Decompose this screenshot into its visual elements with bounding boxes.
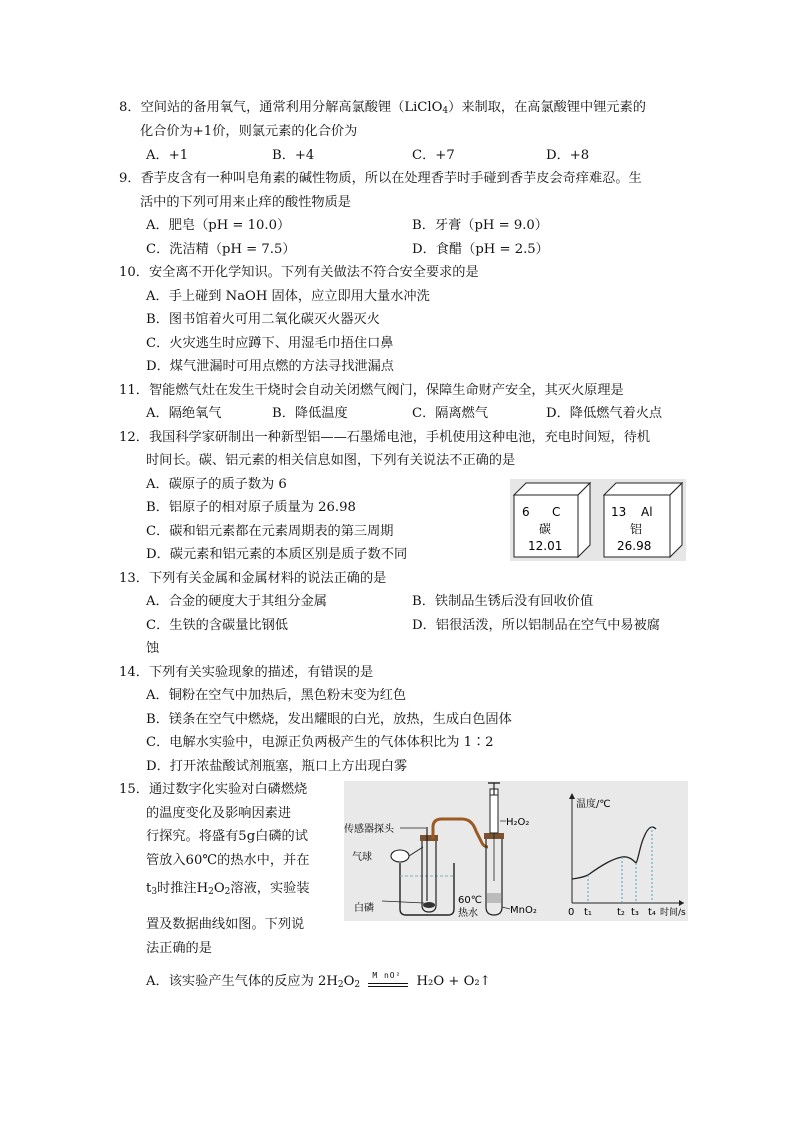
q8-line2: 化合价为+1价，则氯元素的化合价为 bbox=[140, 124, 358, 139]
carbon-name: 碳 bbox=[539, 522, 552, 536]
q11-line1: 11．智能燃气灶在发生干烧时会自动关闭燃气阀门，保障生命财产安全，其灭火原理是 bbox=[119, 383, 624, 398]
element-cards-figure bbox=[510, 479, 686, 561]
q15-option-a: A．该实验产生气体的反应为 $2H_2O_2$ M nO² H₂O + O₂↑ bbox=[146, 971, 491, 990]
q10-option-d: D．煤气泄漏时可用点燃的方法寻找泄漏点 bbox=[146, 359, 394, 374]
q14-line1: 14．下列有关实验现象的描述，有错误的是 bbox=[119, 665, 374, 680]
q15-line2: 的温度变化及影响因素进 bbox=[146, 806, 292, 821]
q8-line1: 8．空间站的备用氧气，通常利用分解高氯酸锂（LiClO$_4$）来制取，在高氯酸锂中锂元素的 bbox=[119, 100, 646, 116]
q15-line5: $t_3$时推注$H_2O_2$溶液，实验装 bbox=[146, 881, 310, 897]
label-mno2: MnO₂ bbox=[510, 905, 537, 916]
aluminum-name: 铝 bbox=[630, 522, 643, 536]
q8-option-b: B．+4 bbox=[272, 148, 315, 163]
label-water: 热水 bbox=[458, 908, 478, 919]
q9-option-c: C．洗洁精（pH = 7.5） bbox=[146, 242, 296, 257]
q9-option-a: A．肥皂（pH = 10.0） bbox=[146, 218, 291, 233]
q14-option-b: B．镁条在空气中燃烧，发出耀眼的白光，放热，生成白色固体 bbox=[146, 712, 512, 727]
q13-option-d-wrap: 蚀 bbox=[146, 641, 160, 656]
carbon-mass: 12.01 bbox=[528, 539, 563, 553]
q11-option-c: C．隔离燃气 bbox=[412, 406, 489, 421]
graph-xlabel: 时间/s bbox=[660, 908, 686, 918]
balloon bbox=[391, 850, 409, 862]
white-phosphorus bbox=[423, 902, 435, 908]
q12-option-c: C．碳和铝元素都在元素周期表的第三周期 bbox=[146, 524, 394, 539]
q13-option-b: B．铁制品生锈后没有回收价值 bbox=[412, 594, 594, 609]
q11-option-b: B．降低温度 bbox=[272, 406, 348, 421]
catalyst-arrow: M nO² bbox=[364, 973, 412, 991]
carbon-card bbox=[514, 483, 590, 557]
tick-t1: t₁ bbox=[584, 907, 592, 918]
label-balloon: 气球 bbox=[352, 852, 372, 863]
q15-line3: 行探究。将盛有5g白磷的试 bbox=[146, 829, 308, 844]
q15-line7: 法正确的是 bbox=[146, 941, 212, 956]
q15-line4: 管放入60℃的热水中，并在 bbox=[146, 853, 310, 868]
syringe bbox=[490, 789, 498, 833]
label-h2o2: H₂O₂ bbox=[506, 817, 530, 828]
q9-line1: 9．香芋皮含有一种叫皂角素的碱性物质，所以在处理香芋时手碰到香芋皮会奇痒难忍。生 bbox=[119, 171, 642, 186]
aluminum-symbol: Al bbox=[641, 505, 653, 519]
q14-option-a: A．铜粉在空气中加热后，黑色粉末变为红色 bbox=[146, 688, 407, 703]
q14-option-d: D．打开浓盐酸试剂瓶塞，瓶口上方出现白雾 bbox=[146, 759, 408, 774]
q9-line2: 活中的下列可用来止痒的酸性物质是 bbox=[140, 195, 351, 210]
tick-t3: t₃ bbox=[631, 907, 639, 918]
q12-option-a: A．碳原子的质子数为 6 bbox=[146, 477, 287, 492]
q11-option-d: D．降低燃气着火点 bbox=[546, 406, 663, 421]
q8-option-a: A．+1 bbox=[146, 148, 189, 163]
q12-line2: 时间长。碳、铝元素的相关信息如图，下列有关说法不正确的是 bbox=[146, 453, 516, 468]
q11-option-a: A．隔绝氧气 bbox=[146, 406, 222, 421]
aluminum-mass: 26.98 bbox=[617, 539, 652, 553]
q12-option-b: B．铝原子的相对原子质量为 26.98 bbox=[146, 500, 356, 515]
tick-t2: t₂ bbox=[617, 907, 625, 918]
q8-option-d: D．+8 bbox=[546, 148, 590, 163]
q9-option-b: B．牙膏（pH = 9.0） bbox=[412, 218, 548, 233]
tick-t4: t₄ bbox=[648, 907, 656, 918]
q8-option-c: C．+7 bbox=[412, 148, 455, 163]
q13-line1: 13．下列有关金属和金属材料的说法正确的是 bbox=[119, 571, 387, 586]
q13-option-a: A．合金的硬度大于其组分金属 bbox=[146, 594, 327, 609]
q12-option-d: D．碳元素和铝元素的本质区别是质子数不同 bbox=[146, 547, 408, 562]
q12-line1: 12．我国科学家研制出一种新型铝——石墨烯电池，手机使用这种电池，充电时间短，待机 bbox=[119, 430, 651, 445]
experiment-figure bbox=[344, 781, 688, 921]
stopper bbox=[420, 835, 438, 841]
q10-option-c: C．火灾逃生时应蹲下、用湿毛巾捂住口鼻 bbox=[146, 336, 394, 351]
carbon-symbol: C bbox=[552, 505, 561, 519]
label-phosphorus: 白磷 bbox=[354, 903, 374, 914]
q9-option-d: D．食醋（pH = 2.5） bbox=[412, 242, 549, 257]
q15-line6: 置及数据曲线如图。下列说 bbox=[146, 917, 305, 932]
q15-line1: 15．通过数字化实验对白磷燃烧 bbox=[119, 782, 308, 797]
carbon-number: 6 bbox=[522, 505, 530, 519]
q10-option-b: B．图书馆着火可用二氧化碳灭火器灭火 bbox=[146, 312, 380, 327]
graph-ylabel: 温度/℃ bbox=[576, 799, 611, 810]
aluminum-card bbox=[604, 483, 682, 557]
tick-0: 0 bbox=[568, 907, 575, 918]
q10-line1: 10．安全离不开化学知识。下列有关做法不符合安全要求的是 bbox=[119, 265, 479, 280]
q13-option-c: C．生铁的含碳量比钢低 bbox=[146, 618, 288, 633]
q10-option-a: A．手上碰到 NaOH 固体，应立即用大量水冲洗 bbox=[146, 289, 430, 304]
q13-option-d: D．铝很活泼，所以铝制品在空气中易被腐 bbox=[412, 618, 660, 633]
aluminum-number: 13 bbox=[611, 505, 627, 519]
label-water-temp: 60℃ bbox=[458, 895, 482, 906]
label-probe: 传感器探头 bbox=[344, 824, 394, 835]
q14-option-c: C．电解水实验中，电源正负两极产生的气体体积比为 1∶2 bbox=[146, 735, 494, 750]
